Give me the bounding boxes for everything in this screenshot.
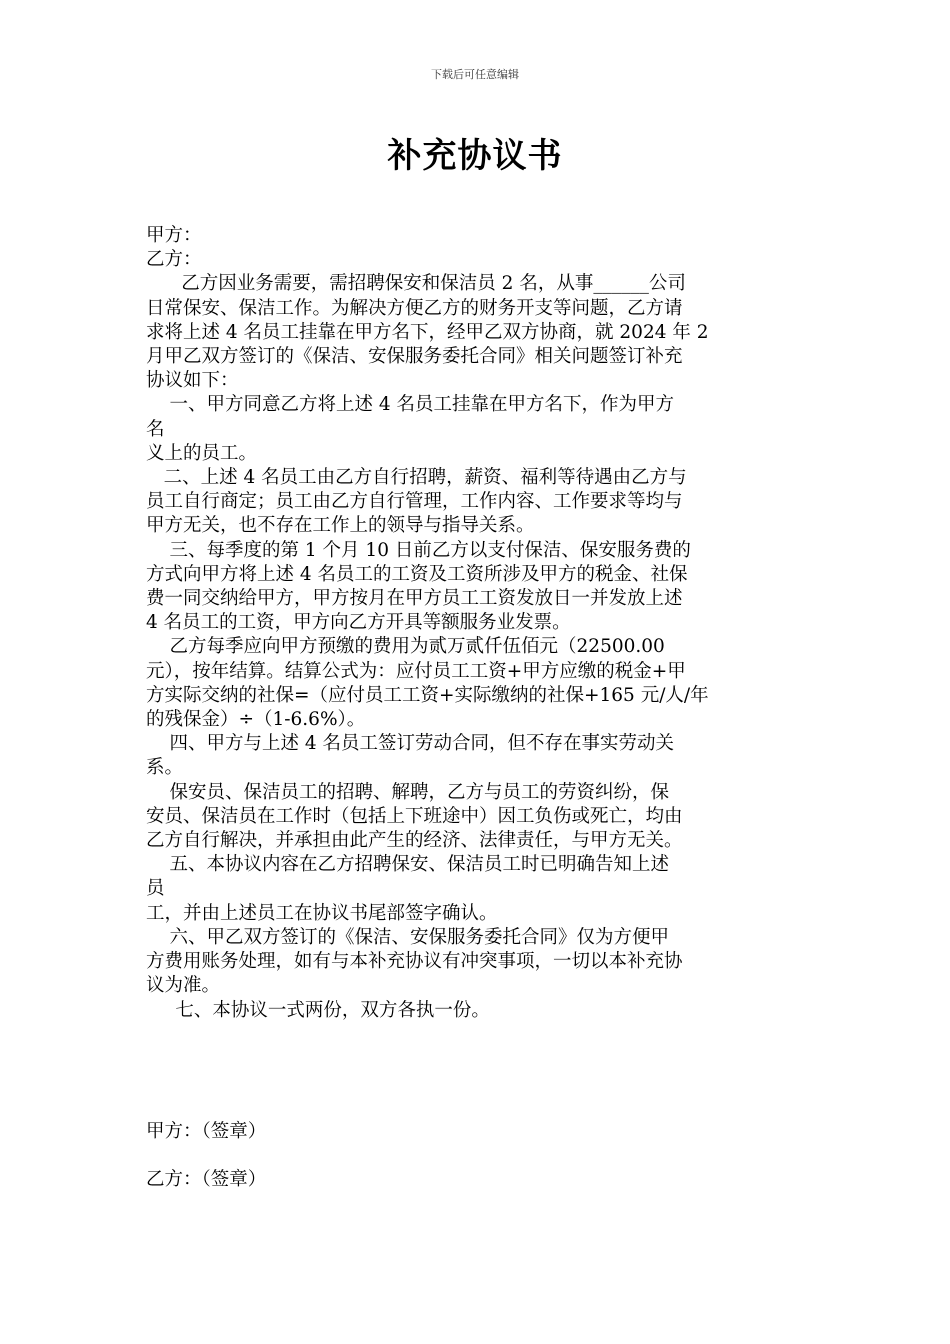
text-line: 4 名员工的工资，甲方向乙方开具等额服务业发票。 (146, 612, 571, 634)
text-line: 费一同交纳给甲方，甲方按月在甲方员工工资发放日一并发放上述 (146, 588, 683, 610)
text-line: 员 (146, 878, 165, 900)
text-line: 工，并由上述员工在协议书尾部签字确认。 (146, 902, 498, 924)
text-line: 甲方无关，也不存在工作上的领导与指导关系。 (146, 515, 535, 537)
text-line: 方费用账务处理，如有与本补充协议有冲突事项，一切以本补充协 (146, 951, 683, 973)
text-line: 方实际交纳的社保=（应付员工工资+实际缴纳的社保+165 元/人/年 (146, 684, 709, 706)
text-line: 月甲乙双方签订的《保洁、安保服务委托合同》相关问题签订补充 (146, 346, 683, 368)
text-line: 二、上述 4 名员工由乙方自行招聘，薪资、福利等待遇由乙方与 (146, 467, 687, 489)
text-line: 安员、保洁员在工作时（包括上下班途中）因工负伤或死亡，均由 (146, 805, 683, 827)
text-line: 五、本协议内容在乙方招聘保安、保洁员工时已明确告知上述 (146, 854, 670, 876)
text-line: 乙方自行解决，并承担由此产生的经济、法律责任，与甲方无关。 (146, 830, 683, 852)
text-line: 元），按年结算。结算公式为：应付员工工资+甲方应缴的税金+甲 (146, 660, 686, 682)
text-line: 员工自行商定；员工由乙方自行管理，工作内容、工作要求等均与 (146, 491, 683, 513)
text-line: 四、甲方与上述 4 名员工签订劳动合同，但不存在事实劳动关 (146, 733, 675, 755)
agreement-body (146, 224, 816, 1023)
text-line: 乙方： (146, 249, 202, 271)
text-line: 名 (146, 418, 165, 440)
text-line: 六、甲乙双方签订的《保洁、安保服务委托合同》仅为方便甲 (146, 926, 670, 948)
header-note: 下载后可任意编辑 (431, 68, 519, 81)
text-line: 求将上述 4 名员工挂靠在甲方名下，经甲乙双方协商，就 2024 年 2 (146, 321, 709, 343)
text-line: 日常保安、保洁工作。为解决方便乙方的财务开支等问题，乙方请 (146, 297, 683, 319)
text-line: 的残保金）÷（1-6.6%）。 (146, 709, 366, 731)
text-line: 三、每季度的第 1 个月 10 日前乙方以支付保洁、保安服务费的 (146, 539, 691, 561)
text-line: 方式向甲方将上述 4 名员工的工资及工资所涉及甲方的税金、社保 (146, 563, 688, 585)
text-line: 保安员、保洁员工的招聘、解聘，乙方与员工的劳资纠纷，保 (146, 781, 670, 803)
text-line: 议为准。 (146, 975, 221, 997)
party-a-signature: 甲方：（签章） (146, 1121, 267, 1142)
text-line: 乙方因业务需要，需招聘保安和保洁员 2 名，从事______公司 (146, 273, 686, 295)
text-line: 义上的员工。 (146, 442, 258, 464)
text-line: 甲方： (146, 225, 202, 246)
text-line: 一、甲方同意乙方将上述 4 名员工挂靠在甲方名下，作为甲方 (146, 394, 675, 416)
text-line: 协议如下： (146, 370, 239, 392)
text-line: 系。 (146, 757, 184, 779)
document-title: 补充协议书 (387, 136, 563, 176)
party-b-signature: 乙方：（签章） (146, 1169, 267, 1190)
text-line: 乙方每季应向甲方预缴的费用为贰万贰仟伍佰元（22500.00 (146, 636, 665, 658)
text-line: 七、本协议一式两份，双方各执一份。 (146, 999, 490, 1021)
